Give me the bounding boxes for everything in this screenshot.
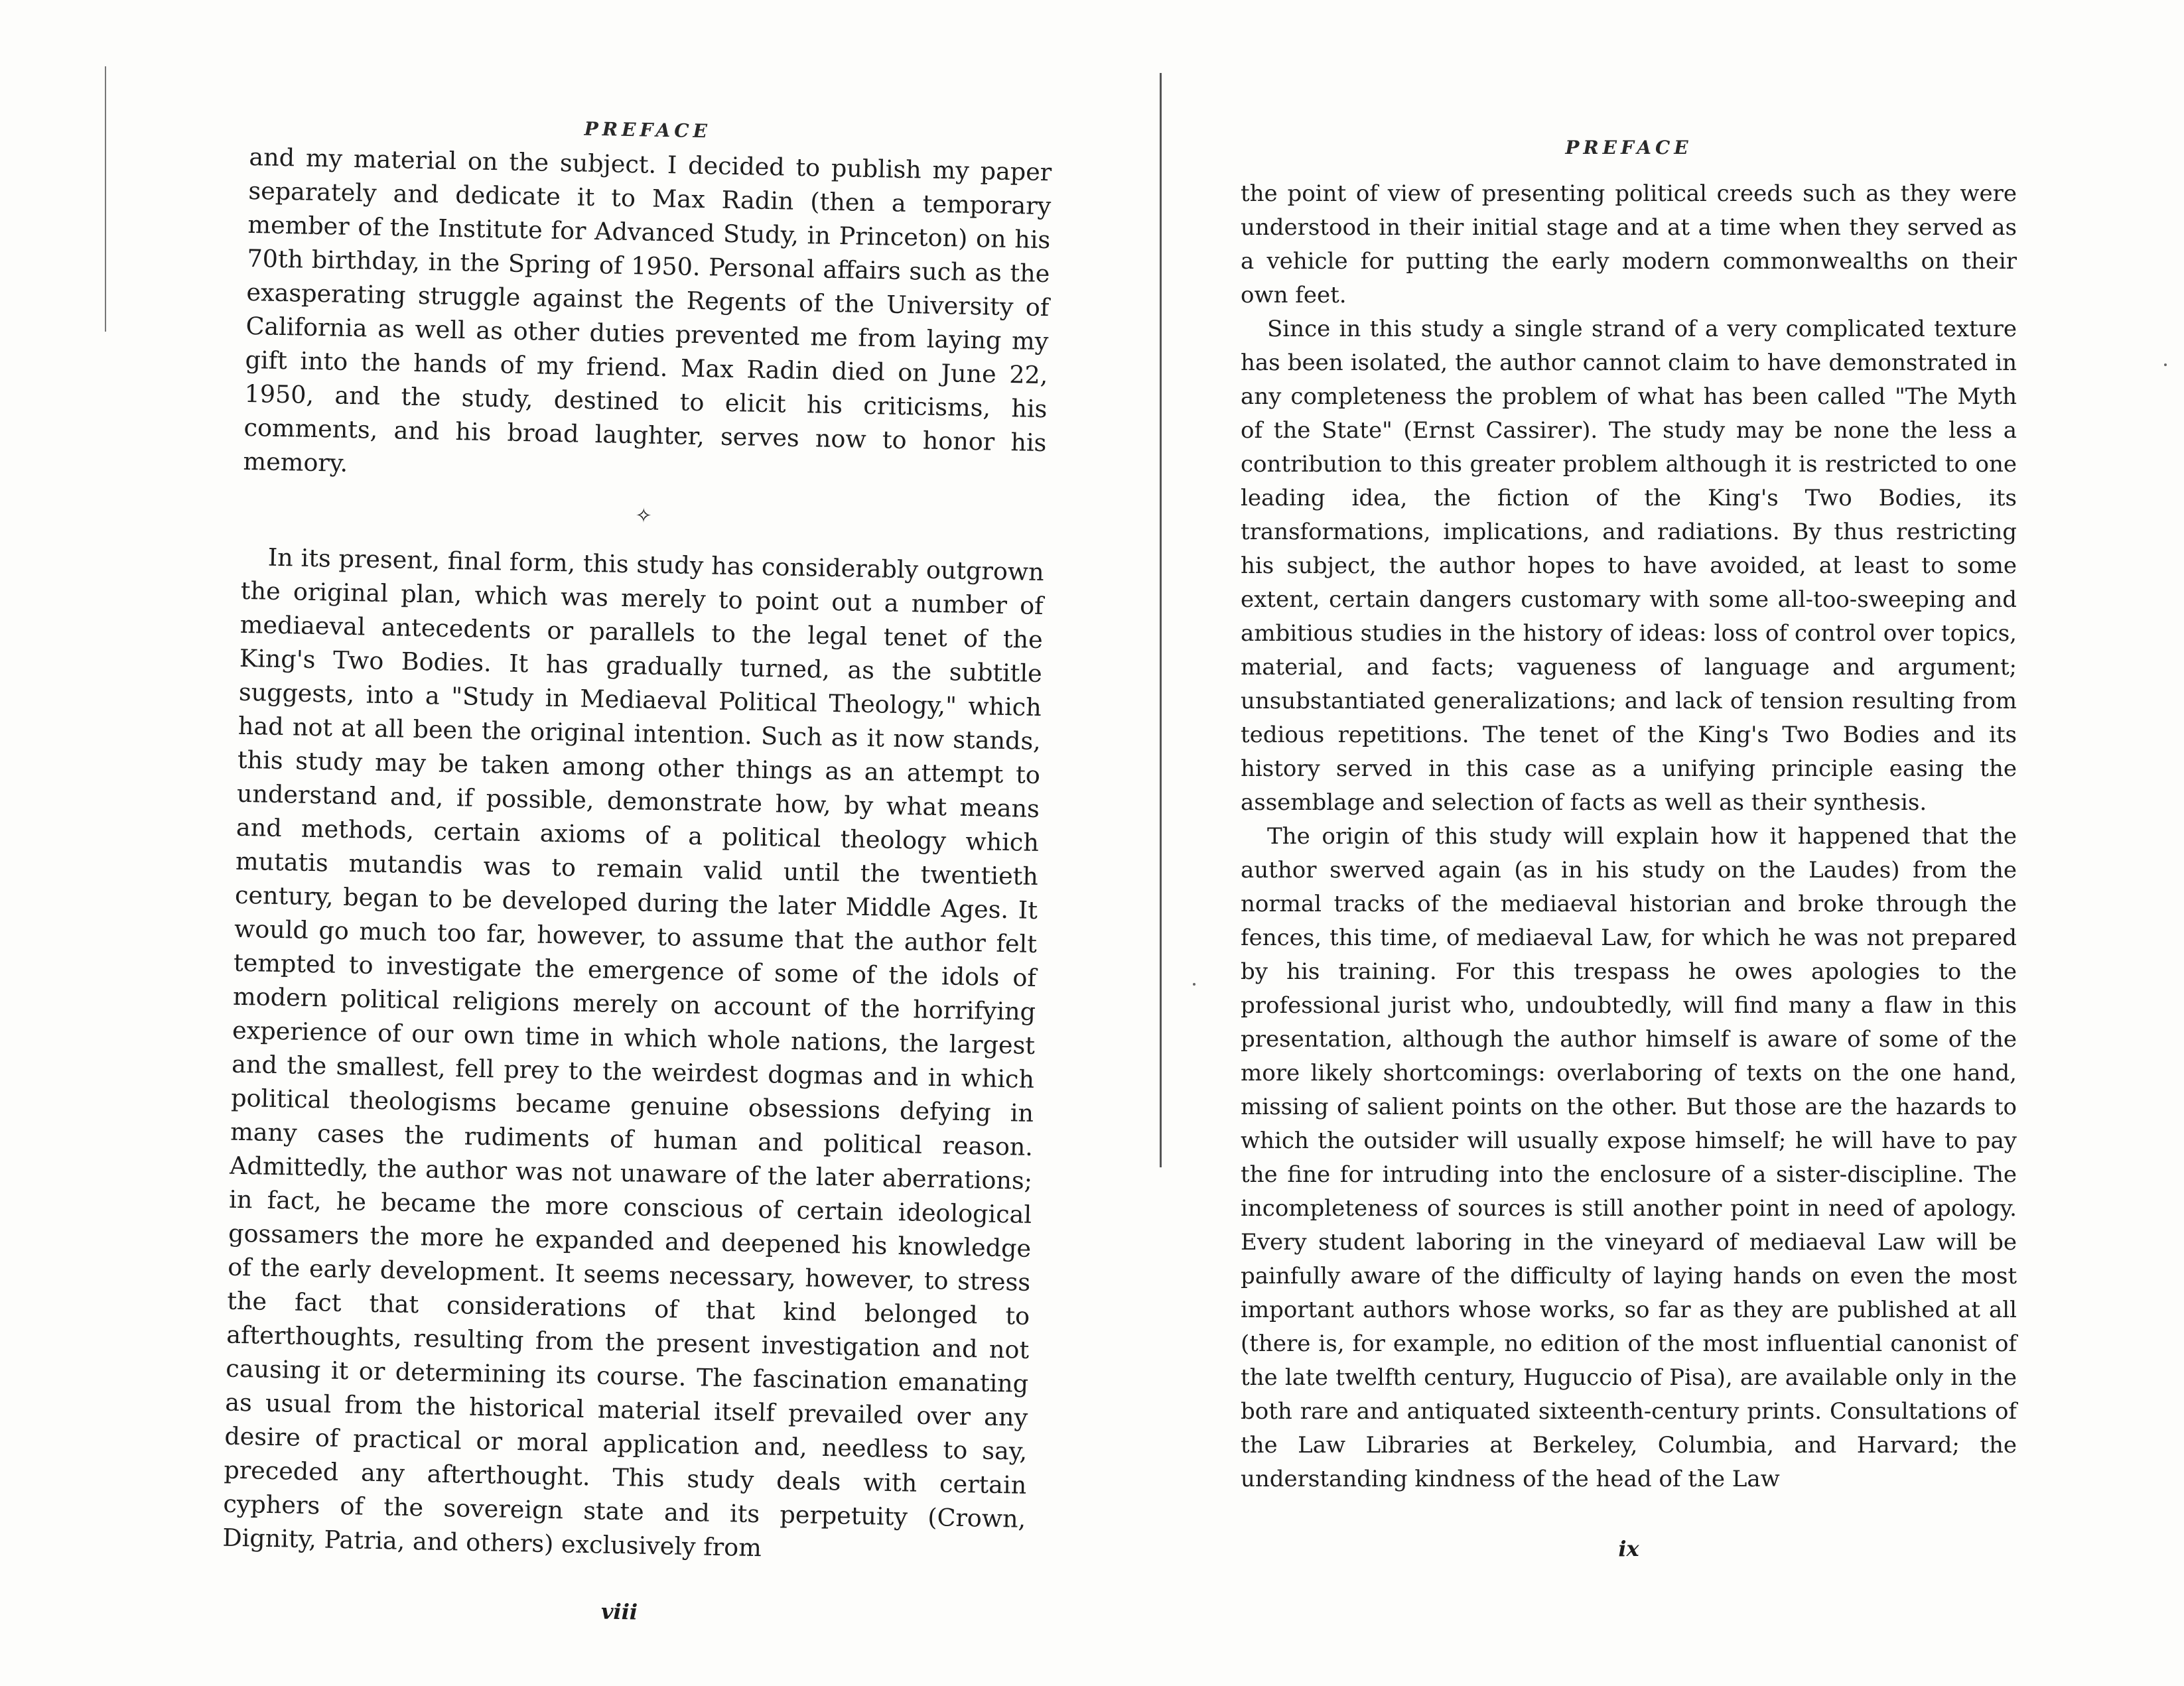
left-edge-mark	[105, 66, 106, 332]
scan-speck	[2164, 363, 2167, 366]
paragraph: and my material on the subject. I decided to publish my paper separately and dedicate it to Max Radin (then a temporary member of the Institute for Advanced Study, in Princeton) on his 70th birthday, in the Spring of 1950. Personal affairs such as the exasperating struggle against the Regents of the University of California as well as other duties prevented me from laying my gift into the hands of my friend. Max Radin died on June 22, 1950, and the study, destined to elicit his criticisms, his comments, and his broad laughter, serves now to honor his memory.	[243, 142, 1052, 478]
running-head: PREFACE	[1565, 137, 1692, 159]
right-page	[1241, 0, 2017, 1561]
section-ornament: ✧	[635, 504, 653, 528]
scan-speck	[1193, 983, 1195, 986]
page-number: viii	[600, 1598, 638, 1625]
gutter-shadow	[1160, 73, 1162, 1167]
running-head: PREFACE	[584, 117, 712, 143]
paragraph: In its present, final form, this study has considerably outgrown the original plan, which was merely to point out a number of mediaeval antecedents or parallels to the legal tenet of the King's Two Bodies. It has gradually turned, as the subtitle suggests, into a "Study in Mediaeval Political Theology," which had not at all been the original intention. Such as it now stands, this study may be taken among other things as an attempt to understand and, if possible, demonstrate how, by what means and methods, certain axioms of a political theology which mutatis mutandis was to remain valid until the twentieth century, began to be developed during the later Middle Ages. It would go much too far, however, to assume that the author felt tempted to investigate the emergence of some of the idols of modern political religions merely on account of the horrifying experience of our own time in which whole nations, the largest and the smallest, fell prey to the weirdest dogmas and in which political theologisms became genuine obsessions defying in many cases the rudiments of human and political reason. Admittedly, the author was not unaware of the later aberrations; in fact, he became the more conscious of certain ideological gossamers the more he expanded and deepened his knowledge of the early development. It seems necessary, however, to stress the fact that considerations of that kind belonged to afterthoughts, resulting from the present investigation and not causing it or determining its course. The fascination emanating as usual from the historical material itself prevailed over any desire of practical or moral application and, needless to say, preceded any afterthought. This study deals with certain cyphers of the sovereign state and its perpetuity (Crown, Dignity, Patria, and others) exclusively from	[222, 543, 1045, 1563]
paragraph: the point of view of presenting political creeds such as they were understood in their initial stage and at a time when they served as a vehicle for putting the early modern commonwealths on their own feet.	[1241, 180, 2017, 308]
paragraph: The origin of this study will explain how it happened that the author swerved again (as in his study on the Laudes) from the normal tracks of the mediaeval historian and broke through the fences, this time, of mediaeval Law, for which he was not prepared by his training. For this trespass he owes apologies to the professional jurist who, undoubtedly, will find many a flaw in this presentation, although the author himself is aware of some of the more likely shortcomings: overlaboring of texts on the one hand, missing of salient points on the other. But those are the hazards to which the outsider will usually expose himself; he will have to pay the fine for intruding into the enclosure of a sister-discipline. The incompleteness of sources is still another point in need of apology. Every student laboring in the vineyard of mediaeval Law will be painfully aware of the difficulty of laying hands on even the most important authors whose works, so far as they are published at all (there is, for example, no edition of the most influential canonist of the late twelfth century, Huguccio of Pisa), are available only in the both rare and antiquated sixteenth-century prints. Consultations of the Law Libraries at Berkeley, Columbia, and Harvard; the understanding kindness of the head of the Law	[1241, 823, 2017, 1492]
page-number: ix	[1618, 1536, 1639, 1561]
paragraph: Since in this study a single strand of a very complicated texture has been isolated, the author cannot claim to have demonstrated in any completeness the problem of what has been called "The Myth of the State" (Ernst Cassirer). The study may be none the less a contribution to this greater problem although it is restricted to one leading idea, the fiction of the King's Two Bodies, its transformations, implications, and radiations. By thus restricting his subject, the author hopes to have avoided, at least to some extent, certain dangers customary with some all-too-sweeping and ambitious studies in the history of ideas: loss of control over topics, material, and facts; vagueness of language and argument; unsubstantiated generalizations; and lack of tension resulting from tedious repetitions. The tenet of the King's Two Bodies and its history served in this case as a unifying principle easing the assemblage and selection of facts as well as their synthesis.	[1241, 316, 2017, 816]
left-page	[221, 0, 1081, 1633]
